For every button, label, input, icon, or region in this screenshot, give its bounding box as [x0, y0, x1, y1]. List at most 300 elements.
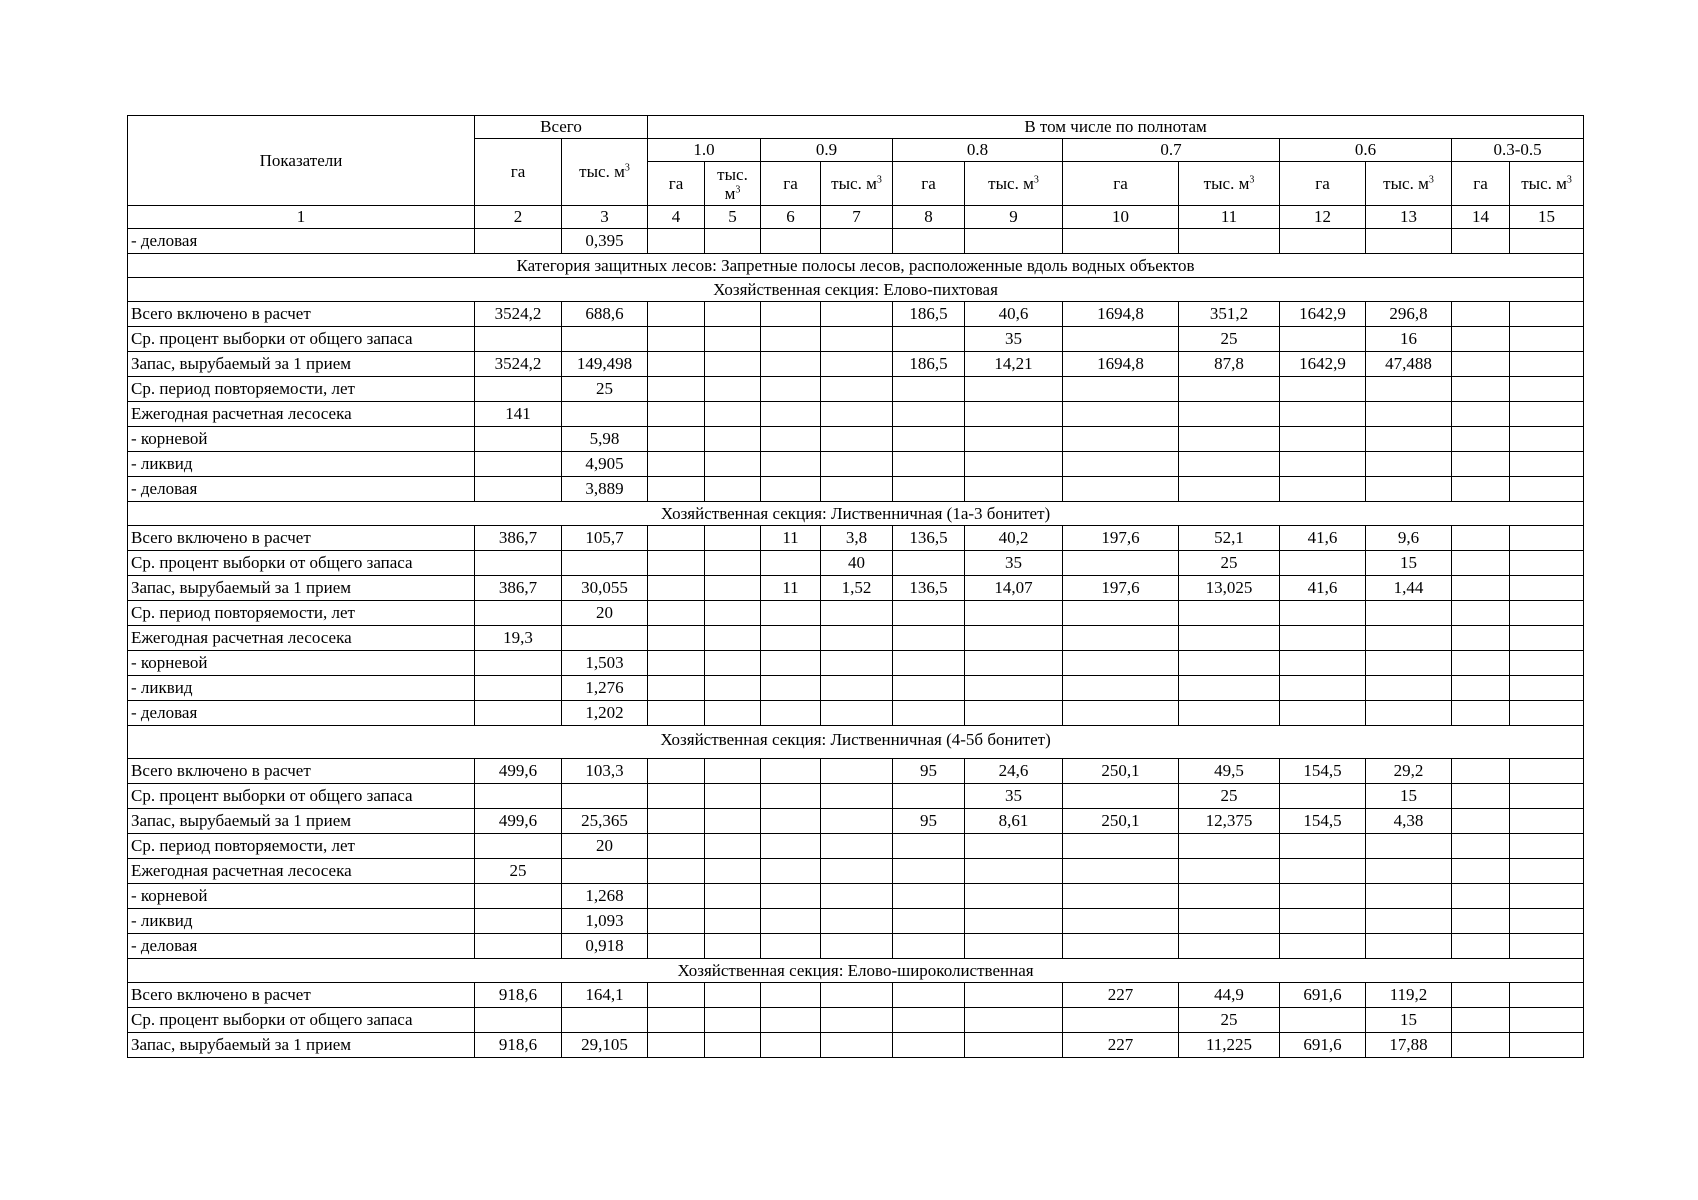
row-label: Ср. процент выборки от общего запаса: [128, 1008, 475, 1033]
table-cell: [648, 626, 705, 651]
table-cell: [1280, 229, 1366, 254]
table-cell: [1366, 701, 1452, 726]
header-density-0-9: 0.9: [761, 139, 893, 162]
table-row: [128, 884, 1584, 909]
table-cell: [475, 909, 562, 934]
column-number: 12: [1280, 206, 1366, 229]
row-label: - деловая: [128, 934, 475, 959]
table-cell: 227: [1063, 983, 1179, 1008]
table-cell: [1063, 784, 1179, 809]
table-cell: [648, 834, 705, 859]
table-cell: 164,1: [562, 983, 648, 1008]
table-cell: 1,503: [562, 651, 648, 676]
table-cell: [1179, 477, 1280, 502]
table-cell: [1063, 676, 1179, 701]
table-cell: [1452, 229, 1510, 254]
row-label: - ликвид: [128, 452, 475, 477]
table-cell: 44,9: [1179, 983, 1280, 1008]
table-cell: [475, 834, 562, 859]
table-cell: [821, 1033, 893, 1058]
table-cell: [1510, 576, 1584, 601]
table-cell: [1063, 859, 1179, 884]
table-cell: [648, 601, 705, 626]
table-cell: 105,7: [562, 526, 648, 551]
header-ha: га: [1280, 162, 1366, 206]
table-cell: [761, 1033, 821, 1058]
table-cell: [1063, 934, 1179, 959]
document-page: [127, 115, 1583, 1058]
table-row: [128, 452, 1584, 477]
table-cell: [475, 377, 562, 402]
table-cell: [761, 377, 821, 402]
table-row: [128, 859, 1584, 884]
table-cell: [562, 402, 648, 427]
table-cell: 40: [821, 551, 893, 576]
table-cell: 9,6: [1366, 526, 1452, 551]
table-cell: [705, 402, 761, 427]
table-cell: [1452, 601, 1510, 626]
table-cell: [965, 427, 1063, 452]
table-cell: [821, 859, 893, 884]
table-cell: [1366, 377, 1452, 402]
table-cell: 15: [1366, 551, 1452, 576]
table-cell: 40,2: [965, 526, 1063, 551]
table-cell: [1063, 1008, 1179, 1033]
table-row: [128, 601, 1584, 626]
table-cell: 4,38: [1366, 809, 1452, 834]
table-cell: [1063, 427, 1179, 452]
table-cell: [705, 884, 761, 909]
table-row: [128, 676, 1584, 701]
table-cell: 35: [965, 327, 1063, 352]
table-cell: 0,918: [562, 934, 648, 959]
table-cell: [705, 759, 761, 784]
table-cell: [893, 477, 965, 502]
table-row: [128, 1033, 1584, 1058]
column-number: 10: [1063, 206, 1179, 229]
table-cell: [1280, 909, 1366, 934]
header-indicators: Показатели: [128, 116, 475, 206]
table-cell: [1452, 526, 1510, 551]
table-cell: [821, 452, 893, 477]
table-cell: [821, 909, 893, 934]
table-cell: 30,055: [562, 576, 648, 601]
header-vol: тыс. $м^3$: [965, 162, 1063, 206]
table-row: [128, 402, 1584, 427]
table-cell: [893, 402, 965, 427]
table-cell: 386,7: [475, 526, 562, 551]
header-total: Всего: [475, 116, 648, 139]
table-cell: [1510, 601, 1584, 626]
table-cell: [705, 834, 761, 859]
table-cell: [1063, 701, 1179, 726]
table-row: [128, 651, 1584, 676]
table-cell: [1280, 402, 1366, 427]
column-number: 14: [1452, 206, 1510, 229]
table-cell: [1510, 809, 1584, 834]
row-label: Ср. процент выборки от общего запаса: [128, 784, 475, 809]
table-cell: 4,905: [562, 452, 648, 477]
table-cell: [1280, 477, 1366, 502]
row-label: Всего включено в расчет: [128, 983, 475, 1008]
header-ha: га: [1452, 162, 1510, 206]
table-cell: [1452, 402, 1510, 427]
table-cell: [1510, 934, 1584, 959]
table-cell: [648, 551, 705, 576]
table-cell: [705, 909, 761, 934]
table-cell: [1280, 452, 1366, 477]
row-label: - корневой: [128, 427, 475, 452]
table-header: [128, 116, 1584, 229]
header-ha: га: [1063, 162, 1179, 206]
table-cell: [821, 352, 893, 377]
table-cell: [1063, 327, 1179, 352]
table-cell: [648, 327, 705, 352]
table-cell: 1,268: [562, 884, 648, 909]
table-cell: [893, 1033, 965, 1058]
table-body: [128, 229, 1584, 1058]
header-vol: тыс. $м^3$: [1510, 162, 1584, 206]
table-cell: [965, 377, 1063, 402]
table-cell: [761, 859, 821, 884]
table-row: [128, 229, 1584, 254]
table-cell: [893, 626, 965, 651]
table-cell: [705, 934, 761, 959]
table-cell: 1,52: [821, 576, 893, 601]
table-row: [128, 909, 1584, 934]
table-cell: [1452, 302, 1510, 327]
table-cell: [761, 983, 821, 1008]
table-cell: [648, 229, 705, 254]
table-cell: [1452, 759, 1510, 784]
table-cell: [705, 1033, 761, 1058]
table-cell: [705, 626, 761, 651]
table-cell: 1,276: [562, 676, 648, 701]
table-cell: [1452, 452, 1510, 477]
table-cell: [1510, 759, 1584, 784]
table-cell: [821, 377, 893, 402]
table-cell: [648, 1033, 705, 1058]
table-cell: [1280, 676, 1366, 701]
table-cell: [1280, 701, 1366, 726]
table-cell: 250,1: [1063, 809, 1179, 834]
table-cell: [1179, 909, 1280, 934]
row-label: - корневой: [128, 884, 475, 909]
table-row: [128, 809, 1584, 834]
table-cell: [1366, 676, 1452, 701]
row-label: Всего включено в расчет: [128, 302, 475, 327]
header-total-ha: га: [475, 139, 562, 206]
table-cell: [1179, 626, 1280, 651]
table-cell: [1280, 651, 1366, 676]
table-cell: [1452, 701, 1510, 726]
table-cell: 13,025: [1179, 576, 1280, 601]
table-cell: [1280, 551, 1366, 576]
table-cell: [965, 834, 1063, 859]
table-cell: [1063, 884, 1179, 909]
table-cell: [648, 934, 705, 959]
table-cell: [475, 551, 562, 576]
table-cell: 918,6: [475, 983, 562, 1008]
table-cell: [648, 809, 705, 834]
header-vol: тыс. $м^3$: [821, 162, 893, 206]
allowable-cut-table: [127, 115, 1584, 1058]
table-cell: [648, 302, 705, 327]
table-cell: [1510, 651, 1584, 676]
table-cell: [821, 302, 893, 327]
table-cell: 154,5: [1280, 759, 1366, 784]
table-cell: [761, 477, 821, 502]
section-title: Хозяйственная секция: Елово-пихтовая: [128, 278, 1584, 302]
column-number: 5: [705, 206, 761, 229]
table-cell: 24,6: [965, 759, 1063, 784]
table-cell: [821, 327, 893, 352]
row-label: - деловая: [128, 701, 475, 726]
table-cell: [1063, 651, 1179, 676]
table-cell: [1179, 229, 1280, 254]
table-cell: [1063, 551, 1179, 576]
table-cell: [648, 452, 705, 477]
table-cell: 25: [1179, 327, 1280, 352]
table-cell: [705, 526, 761, 551]
table-cell: [761, 427, 821, 452]
section-title: Хозяйственная секция: Лиственничная (4-5б бонитет): [128, 726, 1584, 759]
table-row: [128, 526, 1584, 551]
table-cell: [1063, 402, 1179, 427]
table-row: [128, 834, 1584, 859]
table-cell: 3524,2: [475, 352, 562, 377]
table-cell: [1179, 427, 1280, 452]
table-cell: [1452, 884, 1510, 909]
table-row: [128, 551, 1584, 576]
table-cell: [761, 551, 821, 576]
table-cell: [761, 402, 821, 427]
table-cell: [965, 477, 1063, 502]
table-cell: 29,105: [562, 1033, 648, 1058]
table-cell: [821, 701, 893, 726]
row-label: - деловая: [128, 477, 475, 502]
column-number: 4: [648, 206, 705, 229]
table-cell: [1179, 651, 1280, 676]
table-cell: 16: [1366, 327, 1452, 352]
row-label: Запас, вырубаемый за 1 прием: [128, 1033, 475, 1058]
table-cell: [893, 452, 965, 477]
column-number: 9: [965, 206, 1063, 229]
row-label: - ликвид: [128, 909, 475, 934]
table-row: [128, 352, 1584, 377]
table-cell: 3524,2: [475, 302, 562, 327]
column-number: 11: [1179, 206, 1280, 229]
header-ha: га: [648, 162, 705, 206]
row-label: Ср. период повторяемости, лет: [128, 601, 475, 626]
section-header-row: [128, 726, 1584, 759]
table-cell: 14,21: [965, 352, 1063, 377]
header-vol: тыс. $м^3$: [705, 162, 761, 206]
table-cell: 296,8: [1366, 302, 1452, 327]
table-cell: [893, 934, 965, 959]
table-row: [128, 759, 1584, 784]
table-cell: [1452, 983, 1510, 1008]
table-cell: 25: [475, 859, 562, 884]
table-cell: 40,6: [965, 302, 1063, 327]
table-cell: [761, 884, 821, 909]
section-header-row: [128, 502, 1584, 526]
table-cell: [761, 302, 821, 327]
header-ha: га: [761, 162, 821, 206]
table-cell: 41,6: [1280, 526, 1366, 551]
table-cell: 15: [1366, 1008, 1452, 1033]
table-cell: [821, 809, 893, 834]
table-cell: [705, 701, 761, 726]
table-cell: [1510, 477, 1584, 502]
table-cell: [1452, 909, 1510, 934]
table-cell: [1280, 834, 1366, 859]
table-cell: [1280, 1008, 1366, 1033]
table-row: [128, 983, 1584, 1008]
table-cell: [648, 402, 705, 427]
table-cell: [821, 651, 893, 676]
table-cell: [1366, 651, 1452, 676]
table-cell: 25: [1179, 784, 1280, 809]
column-number: 3: [562, 206, 648, 229]
table-cell: [1510, 327, 1584, 352]
table-cell: [475, 701, 562, 726]
table-cell: [705, 809, 761, 834]
table-cell: [1063, 452, 1179, 477]
table-cell: [475, 601, 562, 626]
table-cell: [1510, 884, 1584, 909]
table-cell: 386,7: [475, 576, 562, 601]
table-cell: [1179, 934, 1280, 959]
table-cell: [965, 884, 1063, 909]
table-cell: [1452, 477, 1510, 502]
table-cell: [1280, 934, 1366, 959]
table-cell: [648, 1008, 705, 1033]
table-cell: 35: [965, 551, 1063, 576]
table-cell: [761, 651, 821, 676]
table-cell: [475, 1008, 562, 1033]
table-cell: [893, 784, 965, 809]
table-cell: [1510, 834, 1584, 859]
table-row: [128, 626, 1584, 651]
table-cell: 918,6: [475, 1033, 562, 1058]
table-cell: [821, 934, 893, 959]
header-by-density: В том числе по полнотам: [648, 116, 1584, 139]
column-number: 1: [128, 206, 475, 229]
table-cell: [562, 784, 648, 809]
table-cell: [965, 676, 1063, 701]
table-cell: 103,3: [562, 759, 648, 784]
table-cell: [648, 784, 705, 809]
table-cell: [1452, 676, 1510, 701]
table-cell: 35: [965, 784, 1063, 809]
table-cell: [821, 834, 893, 859]
table-cell: [705, 651, 761, 676]
table-cell: [648, 909, 705, 934]
table-cell: [1179, 601, 1280, 626]
table-cell: [648, 526, 705, 551]
column-number: 6: [761, 206, 821, 229]
table-row: [128, 302, 1584, 327]
table-cell: [1063, 909, 1179, 934]
table-cell: [1510, 701, 1584, 726]
section-header-row: [128, 278, 1584, 302]
table-cell: [761, 909, 821, 934]
table-cell: [1179, 402, 1280, 427]
table-cell: 47,488: [1366, 352, 1452, 377]
table-cell: [1366, 452, 1452, 477]
table-cell: [965, 1033, 1063, 1058]
table-cell: [1179, 834, 1280, 859]
table-cell: [965, 651, 1063, 676]
table-row: [128, 934, 1584, 959]
table-cell: [965, 909, 1063, 934]
table-cell: [1063, 377, 1179, 402]
table-cell: [648, 701, 705, 726]
table-cell: [1366, 884, 1452, 909]
table-cell: 197,6: [1063, 576, 1179, 601]
table-cell: 41,6: [1280, 576, 1366, 601]
table-cell: 1642,9: [1280, 352, 1366, 377]
header-density-1-0: 1.0: [648, 139, 761, 162]
row-label: Запас, вырубаемый за 1 прием: [128, 809, 475, 834]
table-cell: [1179, 701, 1280, 726]
table-cell: [761, 809, 821, 834]
table-cell: [1510, 909, 1584, 934]
table-cell: [1452, 859, 1510, 884]
row-label: Ср. период повторяемости, лет: [128, 377, 475, 402]
table-cell: [1452, 352, 1510, 377]
table-cell: [1452, 551, 1510, 576]
table-cell: [821, 759, 893, 784]
table-cell: 0,395: [562, 229, 648, 254]
table-cell: [562, 859, 648, 884]
table-cell: [1452, 809, 1510, 834]
table-cell: [1452, 576, 1510, 601]
row-label: Ср. процент выборки от общего запаса: [128, 327, 475, 352]
table-cell: [821, 884, 893, 909]
table-cell: 17,88: [1366, 1033, 1452, 1058]
table-cell: [1063, 834, 1179, 859]
table-cell: [1063, 477, 1179, 502]
table-cell: [1063, 626, 1179, 651]
table-cell: 3,889: [562, 477, 648, 502]
row-label: Запас, вырубаемый за 1 прием: [128, 352, 475, 377]
table-cell: [1510, 452, 1584, 477]
table-cell: 8,61: [965, 809, 1063, 834]
table-cell: [1452, 377, 1510, 402]
table-cell: [893, 909, 965, 934]
table-cell: [893, 983, 965, 1008]
table-cell: 136,5: [893, 576, 965, 601]
row-label: - деловая: [128, 229, 475, 254]
table-cell: 95: [893, 809, 965, 834]
row-label: Всего включено в расчет: [128, 759, 475, 784]
table-cell: [761, 759, 821, 784]
column-number: 15: [1510, 206, 1584, 229]
table-cell: [475, 884, 562, 909]
row-label: Ежегодная расчетная лесосека: [128, 402, 475, 427]
table-cell: [648, 477, 705, 502]
table-cell: [893, 427, 965, 452]
table-cell: [965, 601, 1063, 626]
table-cell: 1694,8: [1063, 302, 1179, 327]
table-cell: [475, 477, 562, 502]
table-cell: [562, 551, 648, 576]
table-cell: [648, 759, 705, 784]
table-cell: [1452, 427, 1510, 452]
table-cell: [1510, 859, 1584, 884]
